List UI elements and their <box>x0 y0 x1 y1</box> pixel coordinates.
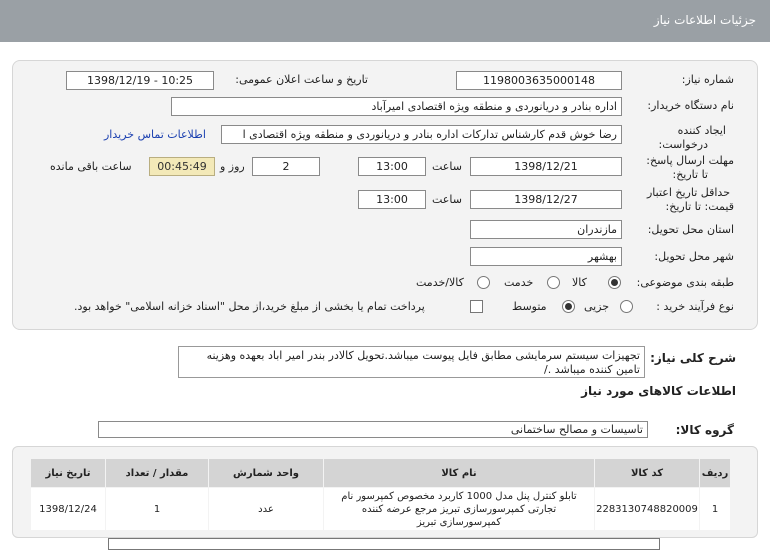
price-validity-label-line2: قیمت: تا تاریخ: <box>665 200 734 213</box>
bottom-notes-box <box>108 538 660 550</box>
delivery-city-label: شهر محل تحویل: <box>654 250 734 263</box>
cell-unit: عدد <box>209 488 324 531</box>
col-row-number: ردیف <box>700 459 731 488</box>
reply-deadline-date-field[interactable]: 1398/12/21 <box>470 157 622 176</box>
process-minor-label: جزیی <box>584 300 610 313</box>
treasury-payment-note: پرداخت تمام یا بخشی از مبلغ خرید،از محل "اسناد خزانه اسلامی" خواهد بود. <box>74 300 425 313</box>
announce-datetime-label: تاریخ و ساعت اعلان عمومی: <box>235 73 368 86</box>
remaining-time-label: ساعت باقی مانده <box>50 160 132 173</box>
treasury-payment-checkbox[interactable] <box>470 300 483 313</box>
goods-group-label: گروه کالا: <box>675 423 734 437</box>
goods-info-title: اطلاعات کالاهای مورد نیاز <box>581 384 736 398</box>
buyer-org-field[interactable]: اداره بنادر و دریانوردی و منطقه ویژه اقتصادی امیرآباد <box>171 97 622 116</box>
need-description-box[interactable]: تجهیزات سیستم سرمایشی مطابق فایل پیوست میباشد.تحویل کالادر بندر امیر اباد بعهده وهزینه تامین کننده میباشد ./ <box>178 346 645 378</box>
delivery-province-label: استان محل تحویل: <box>647 223 734 236</box>
category-goods-service-label: کالا/خدمت <box>416 276 464 289</box>
page-title-bar <box>0 0 770 42</box>
reply-deadline-time-label: ساعت <box>432 160 462 173</box>
cell-item-name: تابلو کنترل پنل مدل 1000 کاربرد مخصوص کمپرسور نام تجارتی کمپرسورسازی تبریز مرجع عرضه کننده کمپرسورسازی تبریز <box>324 488 595 531</box>
requester-field[interactable]: رضا خوش قدم کارشناس تدارکات اداره بنادر و دریانوردی و منطقه ویژه اقتصادی ا <box>221 125 622 144</box>
category-service-radio[interactable] <box>547 276 560 289</box>
price-validity-label-line1: حداقل تاریخ اعتبار <box>646 186 730 199</box>
process-type-label: نوع فرآیند خرید : <box>656 300 734 313</box>
buyer-org-label: نام دستگاه خریدار: <box>647 99 734 112</box>
goods-group-field[interactable]: تاسیسات و مصالح ساختمانی <box>98 421 648 438</box>
requester-label-line1: ایجاد کننده <box>677 124 726 137</box>
need-number-field[interactable]: 1198003635000148 <box>456 71 622 90</box>
reply-deadline-label-line2: تا تاریخ: <box>672 168 708 181</box>
category-goods-label: کالا <box>572 276 587 289</box>
col-quantity: مقدار / تعداد <box>106 459 209 488</box>
remaining-time-field: 00:45:49 <box>149 157 215 176</box>
reply-deadline-label-line1: مهلت ارسال پاسخ: <box>646 154 734 167</box>
reply-days-label: روز و <box>220 160 245 173</box>
category-label: طبقه بندی موضوعی: <box>636 276 734 289</box>
process-minor-radio[interactable] <box>620 300 633 313</box>
category-service-label: خدمت <box>504 276 534 289</box>
col-need-date: تاریخ نیاز <box>31 459 106 488</box>
process-medium-label: متوسط <box>512 300 547 313</box>
price-validity-date-field[interactable]: 1398/12/27 <box>470 190 622 209</box>
category-goods-service-radio[interactable] <box>477 276 490 289</box>
cell-row-number: 1 <box>700 488 731 531</box>
category-goods-radio[interactable] <box>608 276 621 289</box>
col-item-name: نام کالا <box>324 459 595 488</box>
reply-days-field[interactable]: 2 <box>252 157 320 176</box>
cell-quantity: 1 <box>106 488 209 531</box>
process-medium-radio[interactable] <box>562 300 575 313</box>
table-row[interactable] <box>31 488 731 531</box>
cell-item-code: 2283130748820009 <box>595 488 700 531</box>
reply-deadline-time-field[interactable]: 13:00 <box>358 157 426 176</box>
buyer-contact-link[interactable]: اطلاعات تماس خریدار <box>104 128 206 141</box>
goods-table <box>30 458 731 531</box>
delivery-province-field[interactable]: مازندران <box>470 220 622 239</box>
col-unit: واحد شمارش <box>209 459 324 488</box>
delivery-city-field[interactable]: بهشهر <box>470 247 622 266</box>
requester-label-line2: درخواست: <box>658 138 708 151</box>
col-item-code: کد کالا <box>595 459 700 488</box>
cell-need-date: 1398/12/24 <box>31 488 106 531</box>
need-description-label: شرح کلی نیاز: <box>650 351 736 365</box>
price-validity-time-label: ساعت <box>432 193 462 206</box>
announce-datetime-field[interactable]: 1398/12/19 - 10:25 <box>66 71 214 90</box>
page-title: جزئیات اطلاعات نیاز <box>653 13 756 27</box>
price-validity-time-field[interactable]: 13:00 <box>358 190 426 209</box>
need-number-label: شماره نیاز: <box>681 73 734 86</box>
